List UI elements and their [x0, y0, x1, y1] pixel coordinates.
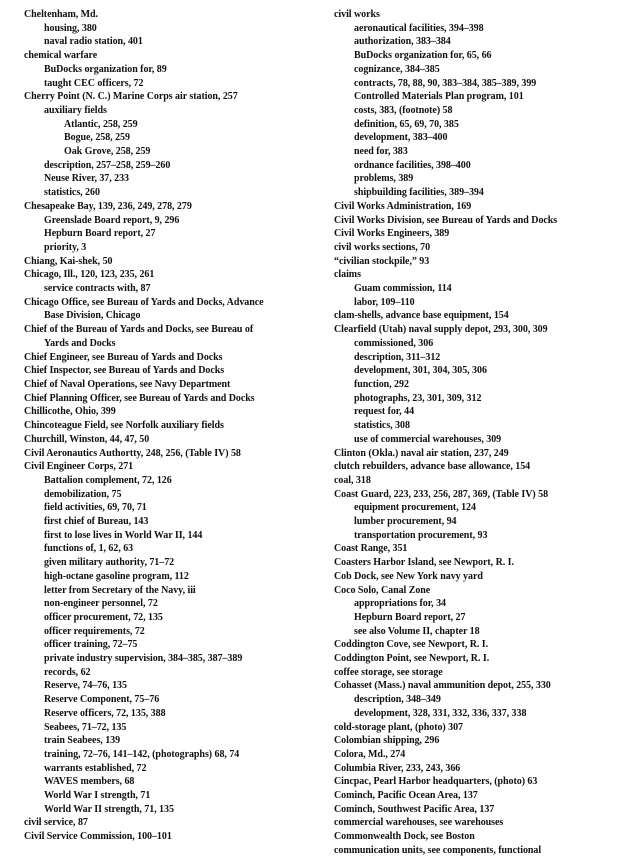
- index-subentry: non-engineer personnel, 72: [44, 598, 158, 610]
- index-entry: Chief of Naval Operations, see Navy Department: [24, 378, 231, 390]
- index-entry: Civil Service Commission, 100–101: [24, 831, 172, 843]
- index-entry: civil works: [334, 9, 380, 20]
- index-entry: Chicago Office, see Bureau of Yards and Docks, Advance: [24, 296, 264, 308]
- index-entry: Chincoteague Field, see Norfolk auxiliary fields: [24, 420, 224, 432]
- index-subentry: description, 257–258, 259–260: [44, 159, 171, 171]
- index-subentry: high-octane gasoline program, 112: [44, 570, 189, 582]
- index-entry: clutch rebuilders, advance base allowance, 154: [334, 461, 531, 473]
- index-subentry: given military authority, 71–72: [44, 557, 175, 569]
- index-entry: clam-shells, advance base equipment, 154: [334, 310, 509, 322]
- index-subentry: contracts, 78, 88, 90, 383–384, 385–389, 399: [354, 77, 537, 89]
- index-entry: cold-storage plant, (photo) 307: [334, 721, 464, 733]
- index-entry: Coast Guard, 223, 233, 256, 287, 369, (Table IV) 58: [334, 488, 549, 500]
- index-entry: Civil Works Administration, 169: [334, 200, 472, 212]
- index-subentry: function, 292: [354, 378, 409, 390]
- index-subentry: train Seabees, 139: [44, 735, 121, 747]
- index-entry: Churchill, Winston, 44, 47, 50: [24, 433, 150, 445]
- index-entry: Chesapeake Bay, 139, 236, 249, 278, 279: [24, 200, 192, 212]
- index-entry: Cherry Point (N. C.) Marine Corps air station, 257: [24, 91, 238, 103]
- index-subentry: see also Volume II, chapter 18: [354, 625, 480, 637]
- index-subentry: labor, 109–110: [354, 296, 415, 308]
- index-subentry: equipment procurement, 124: [354, 502, 476, 514]
- index-entry: Chief Planning Officer, see Bureau of Yards and Docks: [24, 392, 255, 404]
- index-subentry: shipbuilding facilities, 389–394: [354, 187, 484, 199]
- index-subentry: development, 301, 304, 305, 306: [354, 365, 487, 377]
- index-subentry: WAVES members, 68: [44, 776, 135, 788]
- index-entry: Civil Engineer Corps, 271: [24, 461, 134, 473]
- index-entry: claims: [334, 269, 361, 281]
- index-subentry: Reserve Component, 75–76: [44, 694, 160, 706]
- index-subentry: aeronautical facilities, 394–398: [354, 22, 484, 34]
- index-entry: Cominch, Southwest Pacific Area, 137: [334, 803, 495, 815]
- index-entry: “civilian stockpile,” 93: [334, 255, 430, 267]
- index-entry: Colombian shipping, 296: [334, 735, 440, 747]
- index-entry: Commonwealth Dock, see Boston: [334, 831, 475, 843]
- index-entry: Chief of the Bureau of Yards and Docks, see Bureau of: [24, 324, 254, 336]
- index-subentry: Hepburn Board report, 27: [44, 228, 156, 240]
- index-column-left: [24, 8, 320, 844]
- index-subentry: cognizance, 384–385: [354, 63, 440, 75]
- index-subentry: Base Division, Chicago: [44, 310, 141, 322]
- index-subentry: private industry supervision, 384–385, 387–389: [44, 653, 243, 665]
- index-subentry: description, 311–312: [354, 351, 441, 363]
- index-entry: Clearfield (Utah) naval supply depot, 293, 300, 309: [334, 324, 548, 336]
- index-entry: Civil Aeronautics Authortty, 248, 256, (Table IV) 58: [24, 447, 241, 459]
- index-subentry: officer training, 72–75: [44, 639, 138, 651]
- index-subentry: costs, 383, (footnote) 58: [354, 104, 453, 116]
- index-subentry: records, 62: [44, 666, 91, 678]
- index-subentry: appropriations for, 34: [354, 598, 446, 610]
- index-subentry: BuDocks organization for, 89: [44, 63, 167, 75]
- index-subentry: warrants established, 72: [44, 762, 147, 774]
- index-subentry: training, 72–76, 141–142, (photographs) 68, 74: [44, 748, 240, 760]
- index-subentry: Hepburn Board report, 27: [354, 611, 466, 623]
- index-subentry: World War II strength, 71, 135: [44, 803, 174, 815]
- index-entry: Coddington Point, see Newport, R. I.: [334, 653, 490, 665]
- index-entry: communication units, see components, functional: [334, 844, 542, 856]
- index-subentry: first chief of Bureau, 143: [44, 516, 149, 528]
- index-column-right: [334, 8, 624, 858]
- index-entry: Chillicothe, Ohio, 399: [24, 406, 116, 418]
- index-entry: civil service, 87: [24, 817, 88, 829]
- index-subentry: Atlantic, 258, 259: [64, 118, 138, 130]
- index-subentry: Greenslade Board report, 9, 296: [44, 214, 180, 226]
- index-entry: Cob Dock, see New York navy yard: [334, 570, 483, 582]
- index-entry: Chicago, Ill., 120, 123, 235, 261: [24, 269, 155, 281]
- index-entry: coffee storage, see storage: [334, 666, 443, 678]
- index-subentry: Reserve, 74–76, 135: [44, 680, 127, 692]
- index-subentry: lumber procurement, 94: [354, 516, 457, 528]
- index-entry: Coddington Cove, see Newport, R. I.: [334, 639, 489, 651]
- index-subentry: officer requirements, 72: [44, 625, 145, 637]
- index-subentry: development, 383–400: [354, 132, 448, 144]
- index-entry: Chief Engineer, see Bureau of Yards and Docks: [24, 351, 223, 363]
- index-entry: Coasters Harbor Island, see Newport, R. I.: [334, 557, 514, 569]
- index-subentry: development, 328, 331, 332, 336, 337, 338: [354, 707, 527, 719]
- index-subentry: Bogue, 258, 259: [64, 132, 130, 144]
- index-subentry: statistics, 260: [44, 187, 100, 199]
- index-entry: Chiang, Kai-shek, 50: [24, 255, 113, 267]
- index-subentry: Neuse River, 37, 233: [44, 173, 130, 185]
- index-entry: coal, 318: [334, 474, 371, 486]
- index-entry: Columbia River, 233, 243, 366: [334, 762, 461, 774]
- index-subentry: Battalion complement, 72, 126: [44, 474, 172, 486]
- index-subentry: Yards and Docks: [44, 337, 116, 349]
- index-subentry: definition, 65, 69, 70, 385: [354, 118, 459, 130]
- index-subentry: Seabees, 71–72, 135: [44, 721, 127, 733]
- index-subentry: letter from Secretary of the Navy, iii: [44, 584, 196, 596]
- index-subentry: problems, 389: [354, 173, 414, 185]
- index-subentry: Controlled Materials Plan program, 101: [354, 91, 524, 103]
- index-entry: Civil Works Engineers, 389: [334, 228, 450, 240]
- index-entry: Cohasset (Mass.) naval ammunition depot, 255, 330: [334, 680, 551, 692]
- index-subentry: demobilization, 75: [44, 488, 122, 500]
- index-entry: Colora, Md., 274: [334, 748, 406, 760]
- index-entry: Cheltenham, Md.: [24, 9, 98, 20]
- index-subentry: World War I strength, 71: [44, 790, 151, 802]
- index-subentry: need for, 383: [354, 146, 408, 158]
- index-subentry: ordnance facilities, 398–400: [354, 159, 471, 171]
- index-entry: Cominch, Pacific Ocean Area, 137: [334, 790, 478, 802]
- index-subentry: statistics, 308: [354, 420, 410, 432]
- index-entry: civil works sections, 70: [334, 241, 431, 253]
- index-subentry: officer procurement, 72, 135: [44, 611, 163, 623]
- index-subentry: first to lose lives in World War II, 144: [44, 529, 203, 541]
- index-subentry: authorization, 383–384: [354, 36, 451, 48]
- index-entry: Cincpac, Pearl Harbor headquarters, (photo) 63: [334, 776, 538, 788]
- index-subentry: request for, 44: [354, 406, 415, 418]
- index-subentry: Reserve officers, 72, 135, 388: [44, 707, 166, 719]
- index-subentry: Guam commission, 114: [354, 283, 452, 295]
- index-subentry: priority, 3: [44, 241, 87, 253]
- index-subentry: commissioned, 306: [354, 337, 434, 349]
- index-subentry: naval radio station, 401: [44, 36, 143, 48]
- index-subentry: Oak Grove, 258, 259: [64, 146, 151, 158]
- index-subentry: functions of, 1, 62, 63: [44, 543, 134, 555]
- index-subentry: auxiliary fields: [44, 104, 107, 116]
- index-subentry: transportation procurement, 93: [354, 529, 488, 541]
- index-entry: chemical warfare: [24, 50, 98, 62]
- index-subentry: use of commercial warehouses, 309: [354, 433, 502, 445]
- index-entry: Coast Range, 351: [334, 543, 408, 555]
- index-entry: commercial warehouses, see warehouses: [334, 817, 504, 829]
- index-subentry: taught CEC officers, 72: [44, 77, 144, 89]
- index-entry: Chief Inspector, see Bureau of Yards and Docks: [24, 365, 225, 377]
- index-subentry: service contracts with, 87: [44, 283, 151, 295]
- index-subentry: field activities, 69, 70, 71: [44, 502, 147, 514]
- index-entry: Clinton (Okla.) naval air station, 237, 249: [334, 447, 509, 459]
- index-subentry: housing, 380: [44, 22, 97, 34]
- index-subentry: photographs, 23, 301, 309, 312: [354, 392, 482, 404]
- index-entry: Coco Solo, Canal Zone: [334, 584, 431, 596]
- index-subentry: BuDocks organization for, 65, 66: [354, 50, 492, 62]
- index-subentry: description, 348–349: [354, 694, 441, 706]
- index-entry: Civil Works Division, see Bureau of Yards and Docks: [334, 214, 558, 226]
